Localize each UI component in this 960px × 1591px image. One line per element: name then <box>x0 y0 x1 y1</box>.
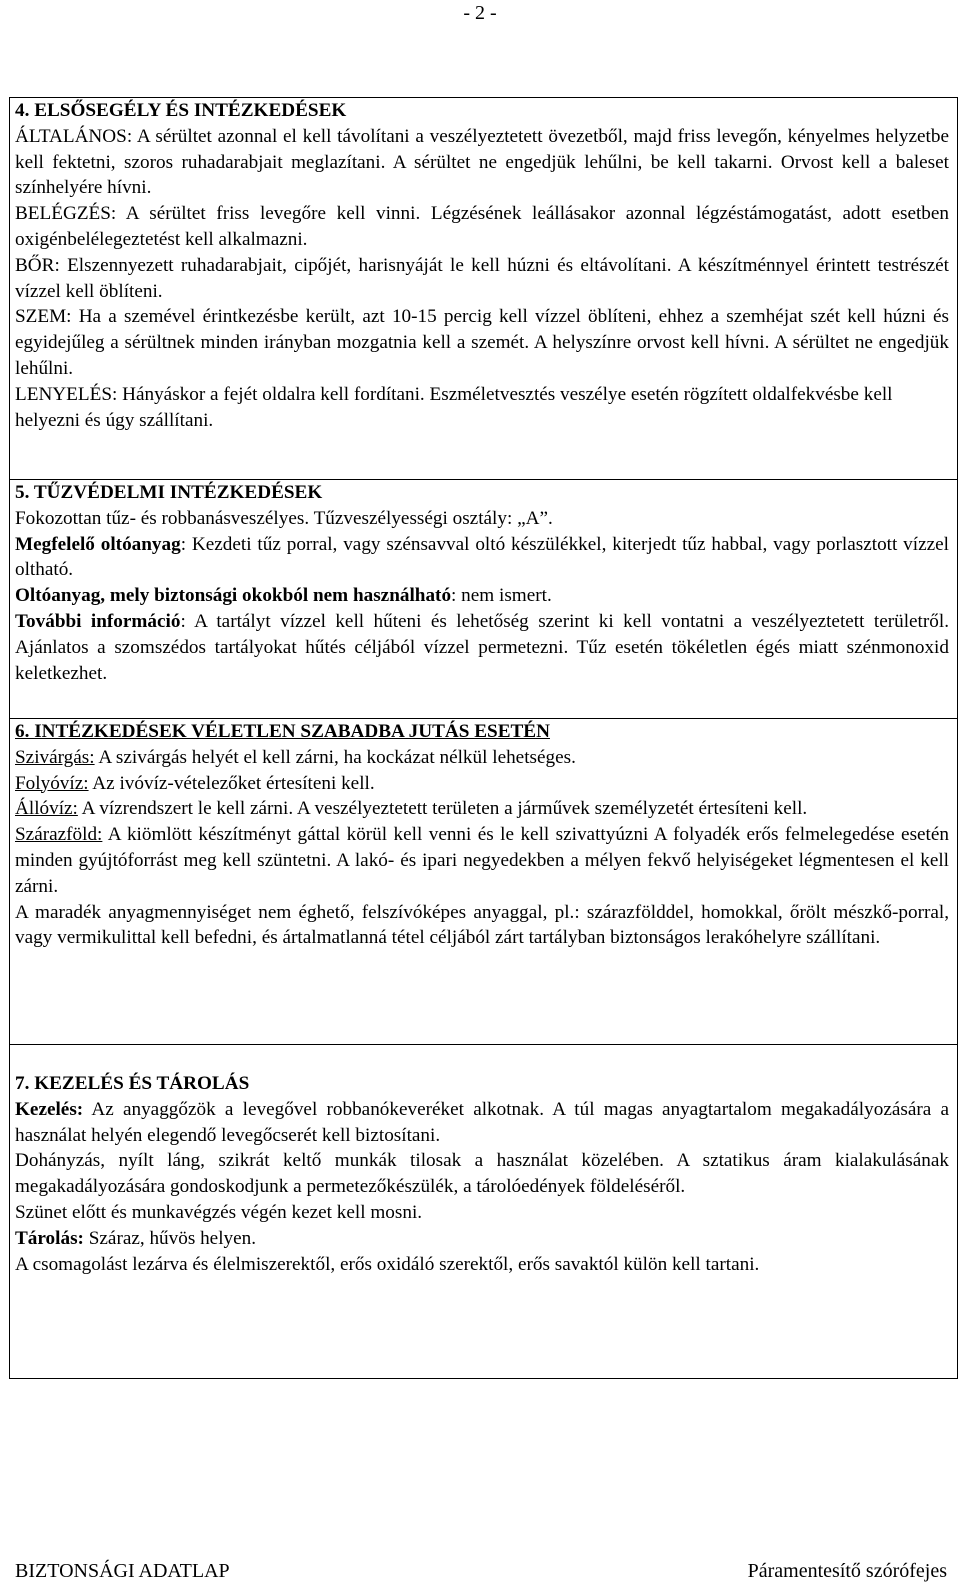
paragraph-packaging: A csomagolást lezárva és élelmiszerektől, erős oxidáló szerektől, erős savaktól külön kell tartani. <box>15 1253 760 1275</box>
section-accidental-release <box>10 719 957 1045</box>
label: Oltóanyag, mely biztonsági okokból nem használható <box>15 585 452 607</box>
paragraph-handling <box>15 1097 949 1149</box>
label: Folyóvíz: <box>15 772 89 794</box>
footer-document-title: BIZTONSÁGI ADATLAP <box>15 1560 230 1582</box>
spacer <box>15 1045 949 1071</box>
section-title: 5. TŰZVÉDELMI INTÉZKEDÉSEK <box>15 482 323 503</box>
paragraph-ingestion: LENYELÉS: Hányáskor a fejét oldalra kell fordítani. Eszméletvesztés veszélye esetén rögzített oldalfekvésbe kell helyezni és úgy szállítani. <box>15 383 893 431</box>
paragraph-flowing-water <box>15 771 949 797</box>
text: A vízrendszert le kell zárni. A veszélyeztetett területen a járművek személyzetét értesíteni kell. <box>77 798 808 820</box>
paragraph-unsuitable-media <box>15 583 949 609</box>
section-title: 4. ELSŐSEGÉLY ÉS INTÉZKEDÉSEK <box>15 100 347 121</box>
section-title: 6. INTÉZKEDÉSEK VÉLETLEN SZABADBA JUTÁS ESETÉN <box>15 721 550 742</box>
paragraph-land <box>15 822 949 899</box>
paragraph-wash: Szünet előtt és munkavégzés végén kezet kell mosni. <box>15 1201 423 1223</box>
paragraph-fire-class: Fokozottan tűz- és robbanásveszélyes. Tűzveszélyességi osztály: „A”. <box>15 507 553 529</box>
label: Kezelés: <box>15 1098 84 1120</box>
text: : A tartályt vízzel kell hűteni és lehetőség szerint ki kell vontatni a veszélyeztetett területről. Ajánlatos a szomszédos tartályokat hűtés céljából vízzel permetezni. Tűz esetén tökéletlen égés miatt szénmonoxid keletkezhet. <box>15 610 950 684</box>
text: : Kezdeti tűz porral, vagy szénsavval oltó készülékkel, kiterjedt tűz habbal, vagy porlasztott vízzel oltható. <box>15 533 949 581</box>
safety-sheet-table <box>9 97 958 1379</box>
paragraph-storage <box>15 1226 949 1252</box>
section-first-aid <box>10 98 957 480</box>
paragraph-smoking: Dohányzás, nyílt láng, szikrát keltő munkák tilosak a használat közelében. A sztatikus áram kialakulásának megakadályozására gondoskodjunk a permetezőkészülék, a tárolóedények földeléséről. <box>15 1150 949 1198</box>
label: Szárazföld: <box>15 824 103 846</box>
label: Állóvíz: <box>15 798 78 820</box>
text: A szivárgás helyét el kell zárni, ha kockázat nélkül lehetséges. <box>94 746 576 768</box>
text: A kiömlött készítményt gáttal körül kell venni és le kell szivattyúzni A folyadék erős felmelegedése esetén minden gyújtóforrást meg kell szüntetni. A lakó- és ipari negyedekben a mélyen fekvő helyiségeket légmentesen el kell zárni. <box>15 824 949 897</box>
label: További információ <box>15 610 181 632</box>
paragraph-eye: SZEM: Ha a szemével érintkezésbe került, azt 10-15 percig kell vízzel öblíteni, ehhez a szemhéjat szét kell húzni és egyidejűleg a sérültnek minden irányban mozgatnia kell a szemét. A helyszínre orvost kell hívni. A sérültet ne engedjük lehűlni. <box>15 306 949 379</box>
text: Száraz, hűvös helyen. <box>83 1227 257 1249</box>
section-title: 7. KEZELÉS ÉS TÁROLÁS <box>15 1073 250 1094</box>
paragraph-leak <box>15 745 949 771</box>
page-number: - 2 - <box>463 2 497 24</box>
section-fire-protection <box>10 480 957 719</box>
label: Megfelelő oltóanyag <box>15 533 181 555</box>
text: : nem ismert. <box>451 585 552 607</box>
paragraph-extinguishing-media <box>15 532 949 584</box>
footer-product-name: Páramentesítő szórófejes <box>747 1560 947 1582</box>
section-handling-storage <box>10 1045 957 1378</box>
text: Az ivóvíz-vételezőket értesíteni kell. <box>88 772 375 794</box>
paragraph-still-water <box>15 796 949 822</box>
paragraph-further-info <box>15 609 949 686</box>
text: Az anyaggőzök a levegővel robbanókeveréket alkotnak. A túl magas anyagtartalom megakadályozására a használat helyén elegendő levegőcserét kell biztosítani. <box>15 1098 949 1146</box>
label: Tárolás: <box>15 1227 84 1249</box>
paragraph-residue: A maradék anyagmennyiséget nem éghető, felszívóképes anyaggal, pl.: szárazfölddel, homokkal, őrölt mészkő-porral, vagy vermikulittal kell befedni, és ártalmatlanná tétel céljából zárt tartályban biztonságos lerakóhelyre szállítani. <box>15 901 949 949</box>
paragraph-inhalation: BELÉGZÉS: A sérültet friss levegőre kell vinni. Légzésének leállásakor azonnal légzéstámogatást, adott esetben oxigénbelélegeztetést kell alkalmazni. <box>15 203 949 250</box>
paragraph-general: ÁLTALÁNOS: A sérültet azonnal el kell távolítani a veszélyeztetett övezetből, majd friss levegőn, kényelmes helyzetbe kell fektetni, szoros ruhadarabjait meglazítani. A sérültet ne engedjük lehűlni, be kell takarni. Orvost kell a baleset színhelyére hívni. <box>15 125 949 199</box>
label: Szivárgás: <box>15 746 95 768</box>
paragraph-skin: BŐR: Elszennyezett ruhadarabjait, cipőjét, harisnyáját le kell húzni és eltávolítani. A készítménnyel érintett testrészét vízzel kell öblíteni. <box>15 254 949 302</box>
